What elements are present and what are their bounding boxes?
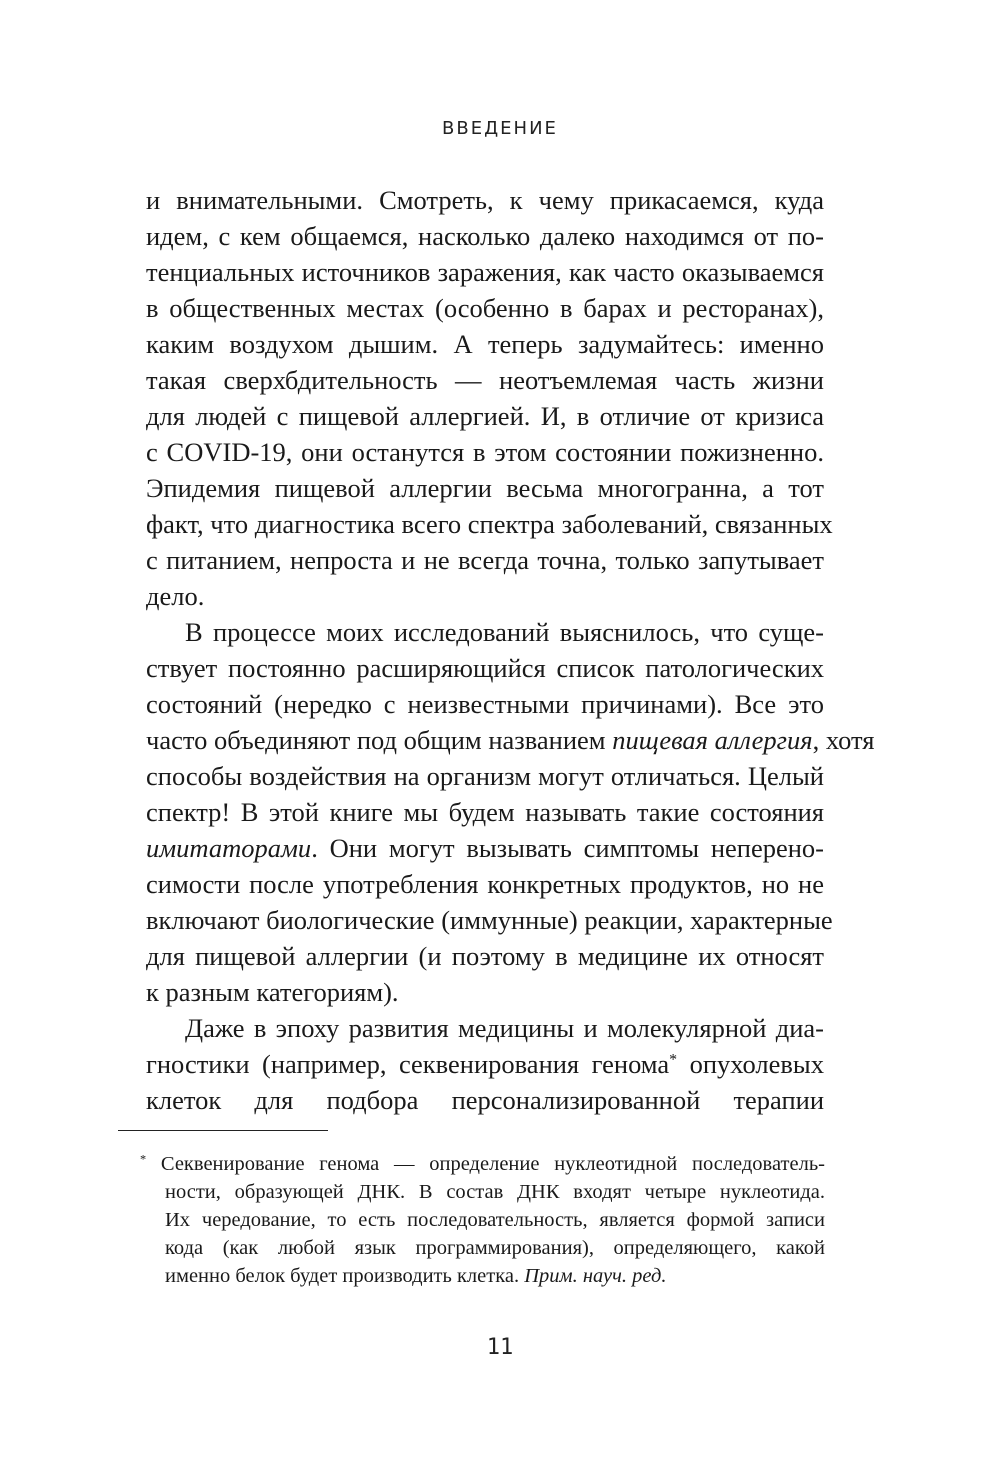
footnote-text: * Секвенирование генома — определение нуклеотидной последователь-	[140, 1152, 825, 1175]
body-line: для людей с пищевой аллергией. И, в отличие от кризиса	[146, 401, 824, 431]
body-line: Даже в эпоху развития медицины и молекулярной диа-	[185, 1013, 824, 1043]
body-text: . Они могут вызывать симптомы неперено-	[311, 833, 824, 863]
body-text: , хотя	[812, 725, 875, 755]
body-line: факт, что диагностика всего спектра заболеваний, связанных	[146, 509, 833, 539]
footnote-line: ности, образующей ДНК. В состав ДНК входят четыре нуклеотида.	[165, 1181, 825, 1203]
body-line: с COVID-19, они останутся в этом состоянии пожизненно.	[146, 437, 824, 467]
italic-term: имитаторами	[146, 833, 312, 863]
body-line: симости после употребления конкретных продуктов, но не	[146, 869, 824, 899]
body-line: и внимательными. Смотреть, к чему прикасаемся, куда	[146, 185, 824, 215]
body-text: опухолевых	[689, 1049, 824, 1079]
body-line: идем, с кем общаемся, насколько далеко находимся от по-	[146, 221, 824, 251]
body-line	[146, 1046, 824, 1082]
running-header: ВВЕДЕНИЕ	[442, 118, 558, 139]
body-line: тенциальных источников заражения, как часто оказываемся	[146, 257, 824, 287]
body-line: клеток для подбора персонализированной терапии	[146, 1085, 824, 1115]
editor-note: Прим. науч. ред.	[524, 1265, 667, 1287]
footnote-line	[165, 1262, 825, 1290]
body-line: с питанием, непроста и не всегда точна, только запутывает	[146, 545, 824, 575]
body-line: для пищевой аллергии (и поэтому в медицине их относят	[146, 941, 824, 971]
footnote-line: Их чередование, то есть последовательность, является формой записи	[165, 1209, 825, 1231]
footnote-ref[interactable]: *	[669, 1051, 678, 1069]
body-line: каким воздухом дышим. А теперь задумайтесь: именно	[146, 329, 824, 359]
body-line: к разным категориям).	[146, 977, 399, 1007]
body-line: такая сверхбдительность — неотъемлемая часть жизни	[146, 365, 824, 395]
body-line	[146, 830, 824, 866]
body-line: В процессе моих исследований выяснилось, что суще-	[185, 617, 824, 647]
body-line: ствует постоянно расширяющийся список патологических	[146, 653, 824, 683]
body-line: Эпидемия пищевой аллергии весьма многогранна, а тот	[146, 473, 824, 503]
footnote-marker: *	[140, 1152, 147, 1167]
body-text: гностики (например, секвенирования генома*	[146, 1049, 678, 1079]
body-line: спектр! В этой книге мы будем называть такие состояния	[146, 797, 824, 827]
footnote-text: именно белок будет производить клетка.	[165, 1265, 520, 1287]
body-line	[146, 722, 875, 758]
body-line: включают биологические (иммунные) реакции, характерные	[146, 905, 833, 935]
body-line: состояний (нередко с неизвестными причинами). Все это	[146, 689, 824, 719]
body-line: способы воздействия на организм могут отличаться. Целый	[146, 761, 824, 791]
footnote-line	[140, 1150, 825, 1178]
body-text: часто объединяют под общим названием	[146, 725, 606, 755]
body-line: дело.	[146, 581, 205, 611]
page-number: 11	[486, 1335, 514, 1360]
footnote-line: кода (как любой язык программирования), определяющего, какой	[165, 1237, 825, 1259]
body-line: в общественных местах (особенно в барах и ресторанах),	[146, 293, 824, 323]
footnote-divider	[118, 1130, 328, 1131]
italic-term: пищевая аллергия	[612, 725, 813, 755]
